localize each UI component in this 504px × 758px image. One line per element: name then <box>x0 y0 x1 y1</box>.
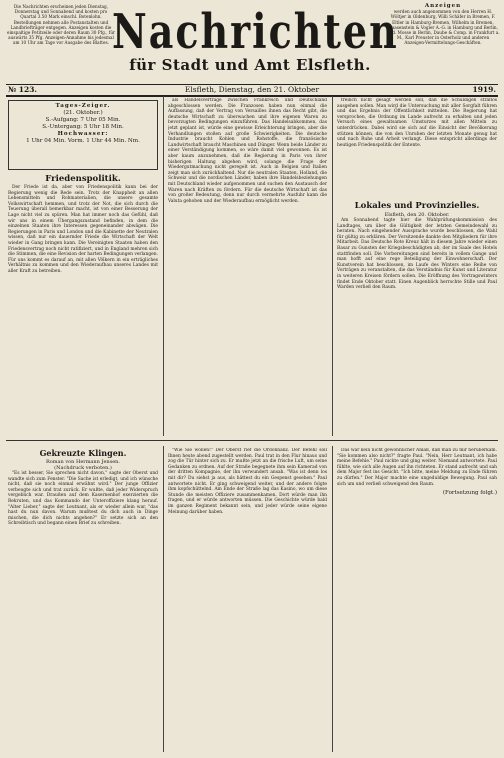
issue-number: № 123. <box>8 85 38 94</box>
section-rule <box>6 440 498 441</box>
feuilleton-continued-middle <box>168 448 327 754</box>
article-text: freilich nicht gesagt werden soll, daß die Schuldigen straflos ausgehen sollen. Man wird die Untersuchung mit aller Sorgfalt führen und das Ergebnis der Öffentlichkeit mitteilen. Die Regierung hat versprochen, die Ordnung im Lande aufrecht zu erhalten und jeden Versuch eines gewaltsamen Umsturzes mit allen Mitteln zu unterdrücken. Dabei wird sie sich auf die Einsicht der Bevölkerung stützen können, die von den Unruhen der letzten Monate genug hat und nach Ruhe und Arbeit verlangt. Diese entspricht allerdings der heutigen Friedenspolitik der Entente. <box>337 98 497 148</box>
masthead-left-notice: Die Nachrichten erscheinen jeden Dienstag, Donnerstag und Sonnabend und kosten pro Quartal 3.50 Mark einschl. Botenlohn. Bestellungen nehmen alle Postanstalten und Landbriefträger entgegen. Anzeigen kosten die einspaltige Petitzeile oder deren Raum 30 Pfg., für auswärts 35 Pfg. Anzeigen-Annahme bis jedesmal am 10 Uhr am Tage vor Ausgabe des Blattes. <box>6 4 116 46</box>
tide-times: 1 Uhr 04 Min. Vorm. 1 Uhr 44 Min. Nm. <box>26 138 140 144</box>
anzeigen-text: werden auch angenommen von den Herren H. Wöltjer in Oldenburg, Willi Schäfer in Bremen, F. Eltler in Hamburg-Bremen, Wilhelm in Bremen, Haasenstein & Vogler A.-G. in Hamburg und Berlin, Rud. Mosse in Berlin, Daube & Comp. in Frankfurt a. M., Karl Preuster in Osterholz und anderen Anzeigen-Vermittelungs-Geschäften. <box>386 9 500 46</box>
masthead <box>0 0 504 74</box>
issue-date: Elsfleth, Dienstag, den 21. Oktober <box>184 85 320 94</box>
sunset-time: S.-Untergang: 5 Uhr 18 Min. <box>42 124 124 130</box>
column-rule <box>163 96 164 436</box>
sunrise-time: S.-Aufgang: 7 Uhr 05 Min. <box>45 117 121 123</box>
article-dateline: Elsfleth, den 20. Oktober. <box>384 212 450 218</box>
column-rule <box>163 446 164 752</box>
masthead-right-notice <box>386 4 500 46</box>
novel-title: Gekreuzte Klingen. <box>39 448 127 458</box>
tages-zeiger-box <box>8 100 158 170</box>
anzeigen-heading: Anzeigen <box>424 3 462 9</box>
article-text: Am Sonnabend tagte hier die Wahlprüfungskommission des Landtages, um über die Gültigkeit der letzten Gemeindewahl zu beraten. Nach eingehender Aussprache wurde beschlossen, die Wahl für gültig zu erklären. Der Vorsitzende dankte den Mitgliedern für ihre Mitarbeit. Das Deutsche Rote Kreuz hält in diesem Jahre wieder einen Basar zu Gunsten der Kriegsbeschädigten ab, der im Saale des Hotels stattfinden soll. Die Vorbereitungen sind bereits in vollem Gange und man hofft auf eine rege Beteiligung der Einwohnerschaft. Der Kunstverein hat beschlossen, im Laufe des Winters eine Reihe von Vorträgen zu veranstalten, die das Verständnis für Kunst und Literatur in weiteren Kreisen fördern sollen. Die Eröffnung des Vortragswinters findet Ende Oktober statt. Einen Augenblick herrschte Stille und Paul Warden verließ den Raum. <box>337 218 497 291</box>
dateline <box>6 84 498 97</box>
newspaper-title: Nachrichten <box>112 3 399 60</box>
article-handelsvertraege <box>168 98 327 435</box>
feuilleton-gekreuzte-klingen <box>8 448 158 754</box>
article-text: Der Friede ist da, aber von Friedenspolitik kann bei der Regierung wenig die Rede sein. Trotz der Knappheit an allen Lebensmitteln und Rohmaterialien, die unsere gesamte Volkswirtschaft hemmen, und trotz der Not, die sich durch die Teuerung überall bemerkbar macht, ist von einer Besserung der Lage nicht viel zu spüren. Man hat immer noch das Gefühl, daß wir uns in einem Übergangszustand befinden, in dem die einzelnen Staaten ihre Interessen gegeneinander abwägen. Die Regierungen in Paris und London und die Kabinette der Neutralen wissen, daß nur ein dauernder Friede die Wirtschaft der Welt wieder in Gang bringen kann. Die Vereinigten Staaten haben den Friedensvertrag noch nicht ratifiziert, und in England mehren sich die Stimmen, die eine Revision der harten Bedingungen verlangen. Für uns kommt es darauf an, mit allen Völkern in ein erträgliches Verhältnis zu kommen und den Wiederaufbau unseres Landes mit aller Kraft zu betreiben. <box>8 185 158 274</box>
article-friedenspolitik <box>8 173 158 435</box>
column-rule <box>332 96 333 436</box>
tages-zeiger-heading: Tages-Zeiger. <box>55 103 111 109</box>
issue-year: 1919. <box>472 85 496 94</box>
column-rule <box>332 446 333 752</box>
continuation-note: (Fortsetzung folgt.) <box>442 490 497 497</box>
article-lokales <box>337 200 497 435</box>
article-text: Das war kein nicht gewöhnlicher Anlaß, daß man zu mir herüberkam. "Sie kommen also nicht?" fragte Paul. "Nein, Herr Leutnant, ich habe meine Befehle." Paul nickte und ging weiter. Niemand antwortete. Paul fühlte, wie sich alle Augen auf ihn richteten. Er stand aufrecht und sah dem Major fest ins Gesicht. "Ich bitte, meine Meldung zu Ende führen zu dürfen." Der Major machte eine ungeduldige Bewegung. Paul sah sich um und verließ schweigend den Raum. <box>337 448 497 487</box>
article-text: "Wie Sie wollen!" Der Oberst rief die Ordonnanz. Der Befehl soll Ihnen heute abend zugestellt werden. Paul trat in den Flur hinaus und zog die Tür hinter sich zu. Er mußte jetzt an die frische Luft, um seine Gedanken zu ordnen. Auf der Straße begegnete ihm sein Kamerad von der dritten Kompagnie, der ihn verwundert ansah. "Was ist denn los mit dir? Du siehst ja aus, als hättest du ein Gespenst gesehen." Paul antwortete nicht. Er ging schweigend weiter, und der andere folgte ihm kopfschüttelnd. Am Ende der Straße lag das Kasino, wo um diese Stunde die meisten Offiziere zusammenkamen. Dort würde man ihn fragen, und er würde antworten müssen. Die Geschichte würde bald im ganzen Regiment bekannt sein, und jeder würde seine eigene Meinung darüber haben. <box>168 448 327 515</box>
article-heading: Lokales und Provinzielles. <box>354 201 480 211</box>
article-heading: Friedenspolitik. <box>45 174 121 184</box>
tide-heading: Hochwasser: <box>57 131 109 137</box>
newspaper-subtitle: für Stadt und Amt Elsfleth. <box>129 56 371 74</box>
article-text: als Handelsverträge zwischen Frankreich und Deutschland abgeschlossen werden. Die Franzosen haben nun einmal die Auffassung, daß der Vertrag von Versailles ihnen das Recht gibt, die deutsche Wirtschaft zu überwachen und ihre eigenen Waren zu bevorzugten Bedingungen einzuführen. Das Handelsabkommen, das jetzt geplant ist, würde eine gewisse Erleichterung bringen, aber die Verhandlungen stoßen auf große Schwierigkeiten. Die deutsche Industrie braucht Kohlen und Rohstoffe, die französische Landwirtschaft braucht Maschinen und Dünger. Wenn beide Länder zu einer Verständigung kommen, so wäre damit viel gewonnen. Es ist aber kaum anzunehmen, daß die Regierung in Paris von ihrer bisherigen Haltung abgehen wird, solange die Frage der Wiedergutmachung nicht geregelt ist. Auch in Belgien und Italien zeigt man sich zurückhaltend. Nur die neutralen Staaten, Holland, die Schweiz und die nordischen Länder, haben ihre Handelsbeziehungen mit Deutschland wieder aufgenommen und suchen den Austausch der Waren nach Kräften zu fördern. Für die deutsche Wirtschaft ist das von großer Bedeutung, denn nur durch vermehrte Ausfuhr kann die Valuta gehoben und der Wiederaufbau ermöglicht werden. <box>168 98 327 204</box>
article-continuation <box>337 98 497 198</box>
article-text: "Es ist besser, Sie sprechen nicht davon," sagte der Oberst und wandte sich zum Fenster. "Die Sache ist erledigt, und ich wünsche nicht, daß sie noch einmal erwähnt wird." Der junge Offizier verbeugte sich und trat zurück. Er wußte, daß jeder Widerspruch vergeblich war. Draußen auf dem Kasernenhof exerzierten die Rekruten, und das Kommando der Unteroffiziere klang herauf. "Alter Lieber," sagte der Leutnant, als er wieder allein war, "das hast du nun davon. Warum mußtest du dich auch in Dinge mischen, die dich nichts angehen?" Er setzte sich an den Schreibtisch und begann einen Brief zu schreiben. <box>8 471 158 527</box>
tages-zeiger-date: (21. Oktober.) <box>63 110 103 116</box>
reprint-note: (Nachdruck verboten.) <box>54 465 112 471</box>
novel-author: Roman von Hermann Jensen. <box>46 459 120 465</box>
feuilleton-continued-right <box>337 448 497 754</box>
